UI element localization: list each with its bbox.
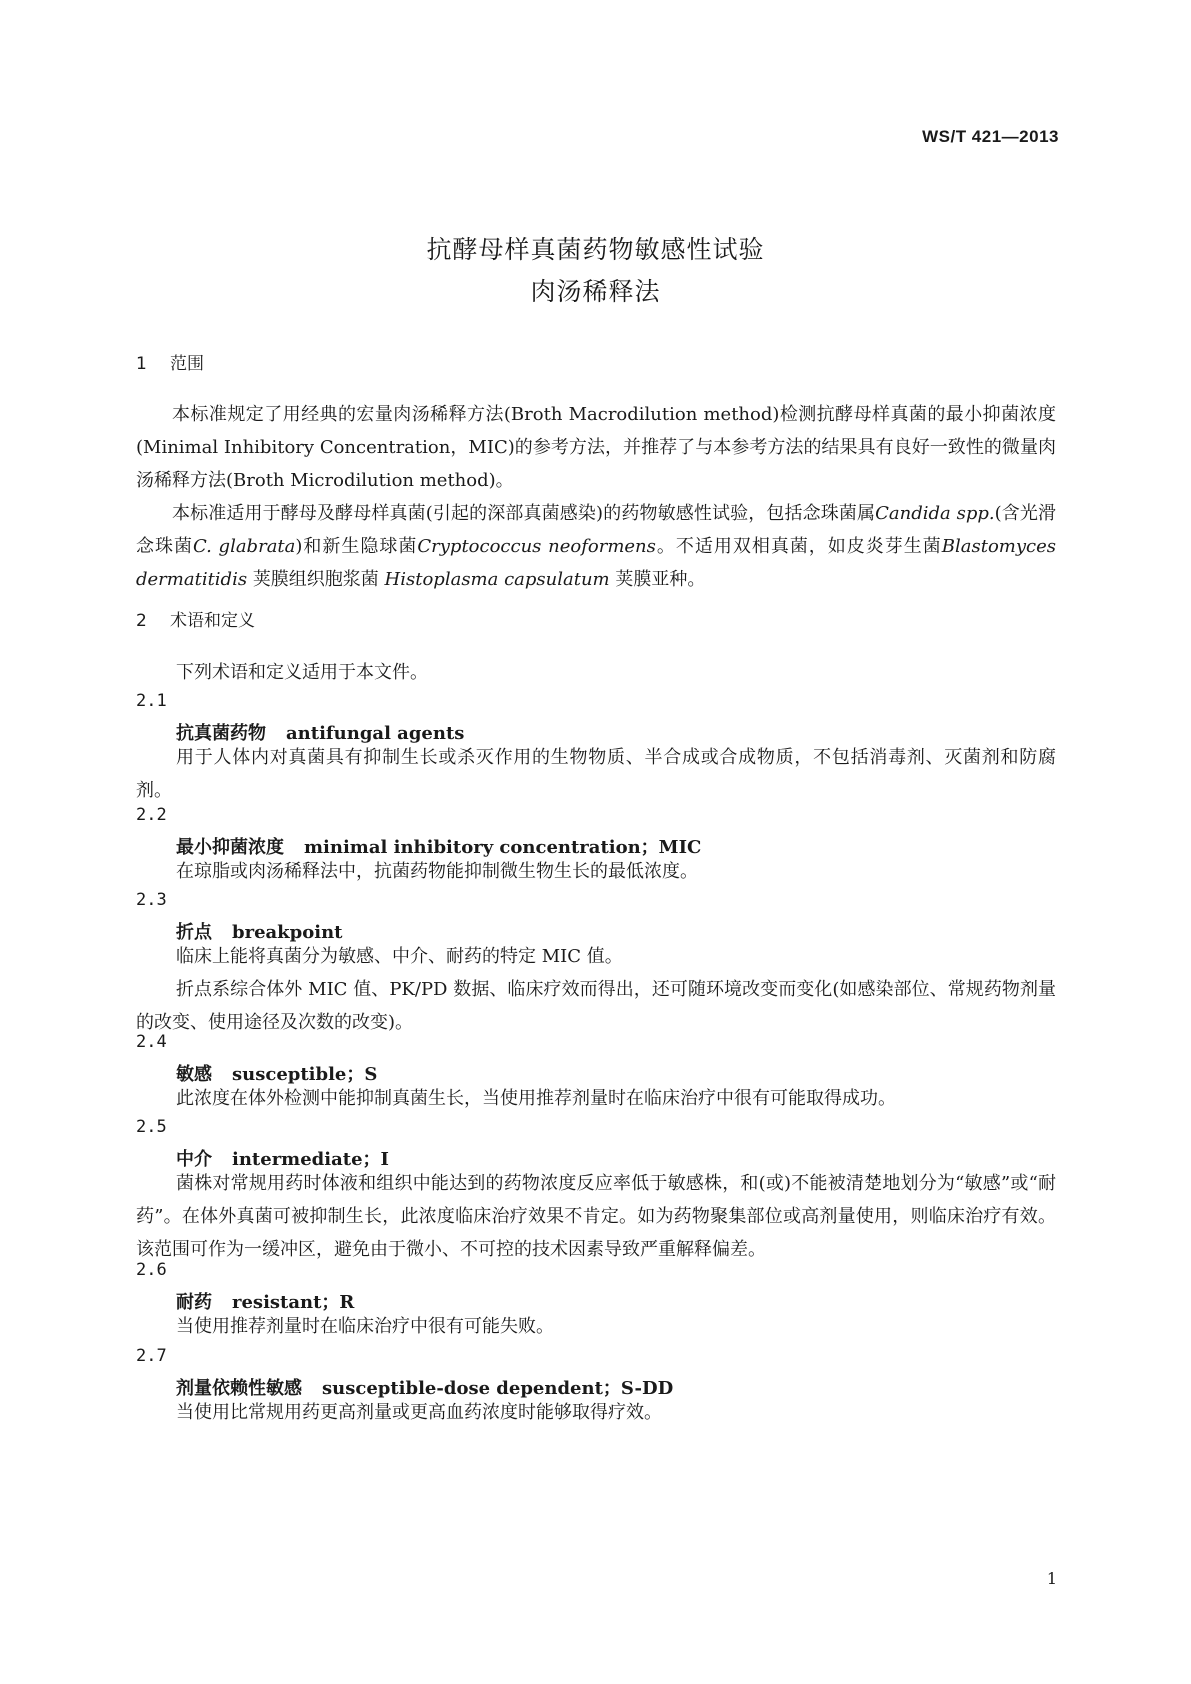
- section-title: 术语和定义: [170, 611, 255, 631]
- document-title-line2: 肉汤稀释法: [530, 277, 661, 306]
- term-definition: 临床上能将真菌分为敏感、中介、耐药的特定 MIC 值。 折点系综合体外 MIC 值、PK/PD 数据、临床疗效而得出，还可随环境改变而变化(如感染部位、常规药物剂量的改变、使用途径及次数的改变)。: [136, 946, 1056, 1033]
- page-number: 1: [1046, 1569, 1057, 1588]
- term-definition: 此浓度在体外检测中能抑制真菌生长，当使用推荐剂量时在临床治疗中很有可能取得成功。: [176, 1088, 896, 1109]
- section-title: 范围: [170, 354, 204, 374]
- term-heading: 中介 intermediate；I: [176, 1149, 389, 1170]
- term-heading: 折点 breakpoint: [176, 922, 343, 943]
- section-1-body: [136, 398, 1056, 596]
- paragraph: 本标准适用于酵母及酵母样真菌(引起的深部真菌感染)的药物敏感性试验，包括念珠菌属Candida spp.(含光滑念珠菌C. glabrata)和新生隐球菌Cryptococcus neoformens。不适用双相真菌，如皮炎芽生菌Blastomyces dermatitidis 荚膜组织胞浆菌 Histoplasma capsulatum 荚膜亚种。: [136, 503, 1056, 590]
- term-definition: 当使用推荐剂量时在临床治疗中很有可能失败。: [176, 1316, 554, 1337]
- term-definition: 在琼脂或肉汤稀释法中，抗菌药物能抑制微生物生长的最低浓度。: [176, 861, 698, 882]
- term-number: 2.5: [136, 1117, 167, 1137]
- section-1-heading: [136, 349, 204, 374]
- term-heading: 抗真菌药物 antifungal agents: [176, 723, 465, 744]
- term-number: 2.3: [136, 890, 167, 910]
- term-heading: 敏感 susceptible；S: [176, 1064, 378, 1085]
- term-heading: 耐药 resistant；R: [176, 1292, 355, 1313]
- section-number: 2: [136, 611, 147, 631]
- standard-code: WS/T 421—2013: [922, 127, 1059, 146]
- term-number: 2.7: [136, 1346, 167, 1366]
- term-definition: 菌株对常规用药时体液和组织中能达到的药物浓度反应率低于敏感株，和(或)不能被清楚地划分为“敏感”或“耐药”。在体外真菌可被抑制生长，此浓度临床治疗效果不肯定。如为药物聚集部位或高剂量使用，则临床治疗有效。该范围可作为一缓冲区，避免由于微小、不可控的技术因素导致严重解释偏差。: [136, 1173, 1056, 1260]
- paragraph: 本标准规定了用经典的宏量肉汤稀释方法(Broth Macrodilution method)检测抗酵母样真菌的最小抑菌浓度(Minimal Inhibitory Concentration，MIC)的参考方法，并推荐了与本参考方法的结果具有良好一致性的微量肉汤稀释方法(Broth Microdilution method)。: [136, 404, 1056, 491]
- term-definition: 当使用比常规用药更高剂量或更高血药浓度时能够取得疗效。: [176, 1402, 662, 1423]
- term-number: 2.2: [136, 805, 167, 825]
- term-number: 2.6: [136, 1260, 167, 1280]
- section-2-intro: 下列术语和定义适用于本文件。: [176, 662, 428, 683]
- section-2-heading: [136, 606, 255, 631]
- section-number: 1: [136, 354, 147, 374]
- term-heading: 最小抑菌浓度 minimal inhibitory concentration；MIC: [176, 837, 702, 858]
- term-number: 2.4: [136, 1032, 167, 1052]
- term-definition: 用于人体内对真菌具有抑制生长或杀灭作用的生物物质、半合成或合成物质，不包括消毒剂、灭菌剂和防腐剂。: [136, 747, 1056, 801]
- document-title-line1: 抗酵母样真菌药物敏感性试验: [426, 235, 765, 264]
- term-heading: 剂量依赖性敏感 susceptible-dose dependent；S-DD: [176, 1378, 674, 1399]
- term-number: 2.1: [136, 691, 167, 711]
